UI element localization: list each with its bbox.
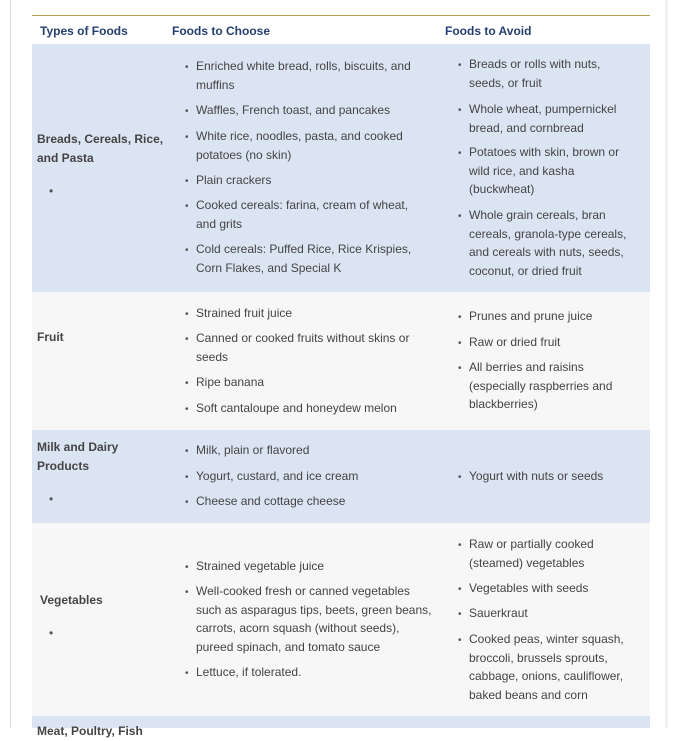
avoid-item: Breads or rolls with nuts, seeds, or fruit bbox=[469, 57, 601, 90]
empty-bullet: • bbox=[49, 492, 54, 506]
choose-item: Canned or cooked fruits without skins or seeds bbox=[196, 331, 410, 364]
choose-item: Cold cereals: Puffed Rice, Rice Krispies, Corn Flakes, and Special K bbox=[196, 242, 412, 275]
avoid-item: Whole grain cereals, bran cereals, granola-type cereals, and cereals with nuts, seeds, coconut, or dried fruit bbox=[469, 208, 627, 278]
bullet-icon: • bbox=[185, 497, 189, 508]
header-foods-to-avoid: Foods to Avoid bbox=[445, 24, 532, 38]
avoid-item: Prunes and prune juice bbox=[469, 309, 593, 323]
table-row-breads bbox=[32, 44, 650, 292]
table-row-milk bbox=[32, 430, 650, 523]
choose-item: Plain crackers bbox=[196, 173, 272, 187]
bullet-icon: • bbox=[458, 363, 462, 374]
choose-item: Cheese and cottage cheese bbox=[196, 494, 346, 508]
choose-item: Yogurt, custard, and ice cream bbox=[196, 469, 359, 483]
category-vegetables: Vegetables bbox=[40, 593, 103, 607]
bullet-icon: • bbox=[458, 338, 462, 349]
avoid-item: Raw or partially cooked (steamed) vegetables bbox=[469, 537, 594, 570]
category-breads: Breads, Cereals, Rice, and Pasta bbox=[37, 132, 164, 165]
bullet-icon: • bbox=[185, 404, 189, 415]
avoid-item: Sauerkraut bbox=[469, 606, 528, 620]
avoid-item: Potatoes with skin, brown or wild rice, and kasha (buckwheat) bbox=[469, 145, 620, 196]
choose-item: Lettuce, if tolerated. bbox=[196, 665, 302, 679]
bullet-icon: • bbox=[458, 635, 462, 646]
choose-item: Soft cantaloupe and honeydew melon bbox=[196, 401, 397, 415]
bullet-icon: • bbox=[458, 211, 462, 222]
table-top-rule bbox=[32, 15, 650, 16]
category-milk: Milk and Dairy Products bbox=[37, 440, 119, 473]
avoid-item: Whole wheat, pumpernickel bread, and cornbread bbox=[469, 102, 617, 135]
choose-item: Strained fruit juice bbox=[196, 306, 293, 320]
bullet-icon: • bbox=[458, 60, 462, 71]
bullet-icon: • bbox=[458, 105, 462, 116]
bullet-icon: • bbox=[185, 668, 189, 679]
avoid-item: Cooked peas, winter squash, broccoli, brussels sprouts, cabbage, onions, cauliflower, baked beans and corn bbox=[469, 632, 624, 702]
bullet-icon: • bbox=[185, 245, 189, 256]
header-types-of-foods: Types of Foods bbox=[40, 24, 128, 38]
bullet-icon: • bbox=[185, 472, 189, 483]
avoid-item: Raw or dried fruit bbox=[469, 335, 561, 349]
bullet-icon: • bbox=[185, 378, 189, 389]
bullet-icon: • bbox=[458, 148, 462, 159]
avoid-item: Vegetables with seeds bbox=[469, 581, 589, 595]
bullet-icon: • bbox=[185, 106, 189, 117]
bullet-icon: • bbox=[185, 132, 189, 143]
choose-item: Enriched white bread, rolls, biscuits, and muffins bbox=[196, 59, 411, 92]
table-row-meat-cutoff bbox=[32, 716, 650, 738]
bullet-icon: • bbox=[458, 540, 462, 551]
choose-item: Ripe banana bbox=[196, 375, 265, 389]
bullet-icon: • bbox=[185, 334, 189, 345]
empty-bullet: • bbox=[49, 184, 54, 198]
bullet-icon: • bbox=[458, 312, 462, 323]
avoid-item: Yogurt with nuts or seeds bbox=[469, 469, 604, 483]
bullet-icon: • bbox=[458, 609, 462, 620]
bullet-icon: • bbox=[185, 201, 189, 212]
choose-item: Well-cooked fresh or canned vegetables such as asparagus tips, beets, green beans, carrots, acorn squash (without seeds), pureed spinach, and tomato sauce bbox=[196, 584, 432, 654]
choose-item: White rice, noodles, pasta, and cooked potatoes (no skin) bbox=[196, 129, 403, 162]
empty-bullet: • bbox=[49, 626, 54, 640]
bullet-icon: • bbox=[185, 562, 189, 573]
bullet-icon: • bbox=[185, 62, 189, 73]
header-foods-to-choose: Foods to Choose bbox=[172, 24, 270, 38]
bullet-icon: • bbox=[185, 446, 189, 457]
category-fruit: Fruit bbox=[37, 330, 64, 344]
choose-item: Waffles, French toast, and pancakes bbox=[196, 103, 391, 117]
bullet-icon: • bbox=[185, 309, 189, 320]
bullet-icon: • bbox=[185, 176, 189, 187]
table-row-fruit bbox=[32, 292, 650, 430]
frame-edge bbox=[665, 0, 668, 728]
choose-item: Strained vegetable juice bbox=[196, 559, 325, 573]
choose-item: Milk, plain or flavored bbox=[196, 443, 310, 457]
avoid-item: All berries and raisins (especially raspberries and blackberries) bbox=[469, 360, 613, 411]
bullet-icon: • bbox=[458, 472, 462, 483]
choose-item: Cooked cereals: farina, cream of wheat, and grits bbox=[196, 198, 409, 231]
table-row-vegetables bbox=[32, 523, 650, 716]
bullet-icon: • bbox=[185, 587, 189, 598]
category-meat: Meat, Poultry, Fish bbox=[37, 724, 143, 738]
bullet-icon: • bbox=[458, 584, 462, 595]
